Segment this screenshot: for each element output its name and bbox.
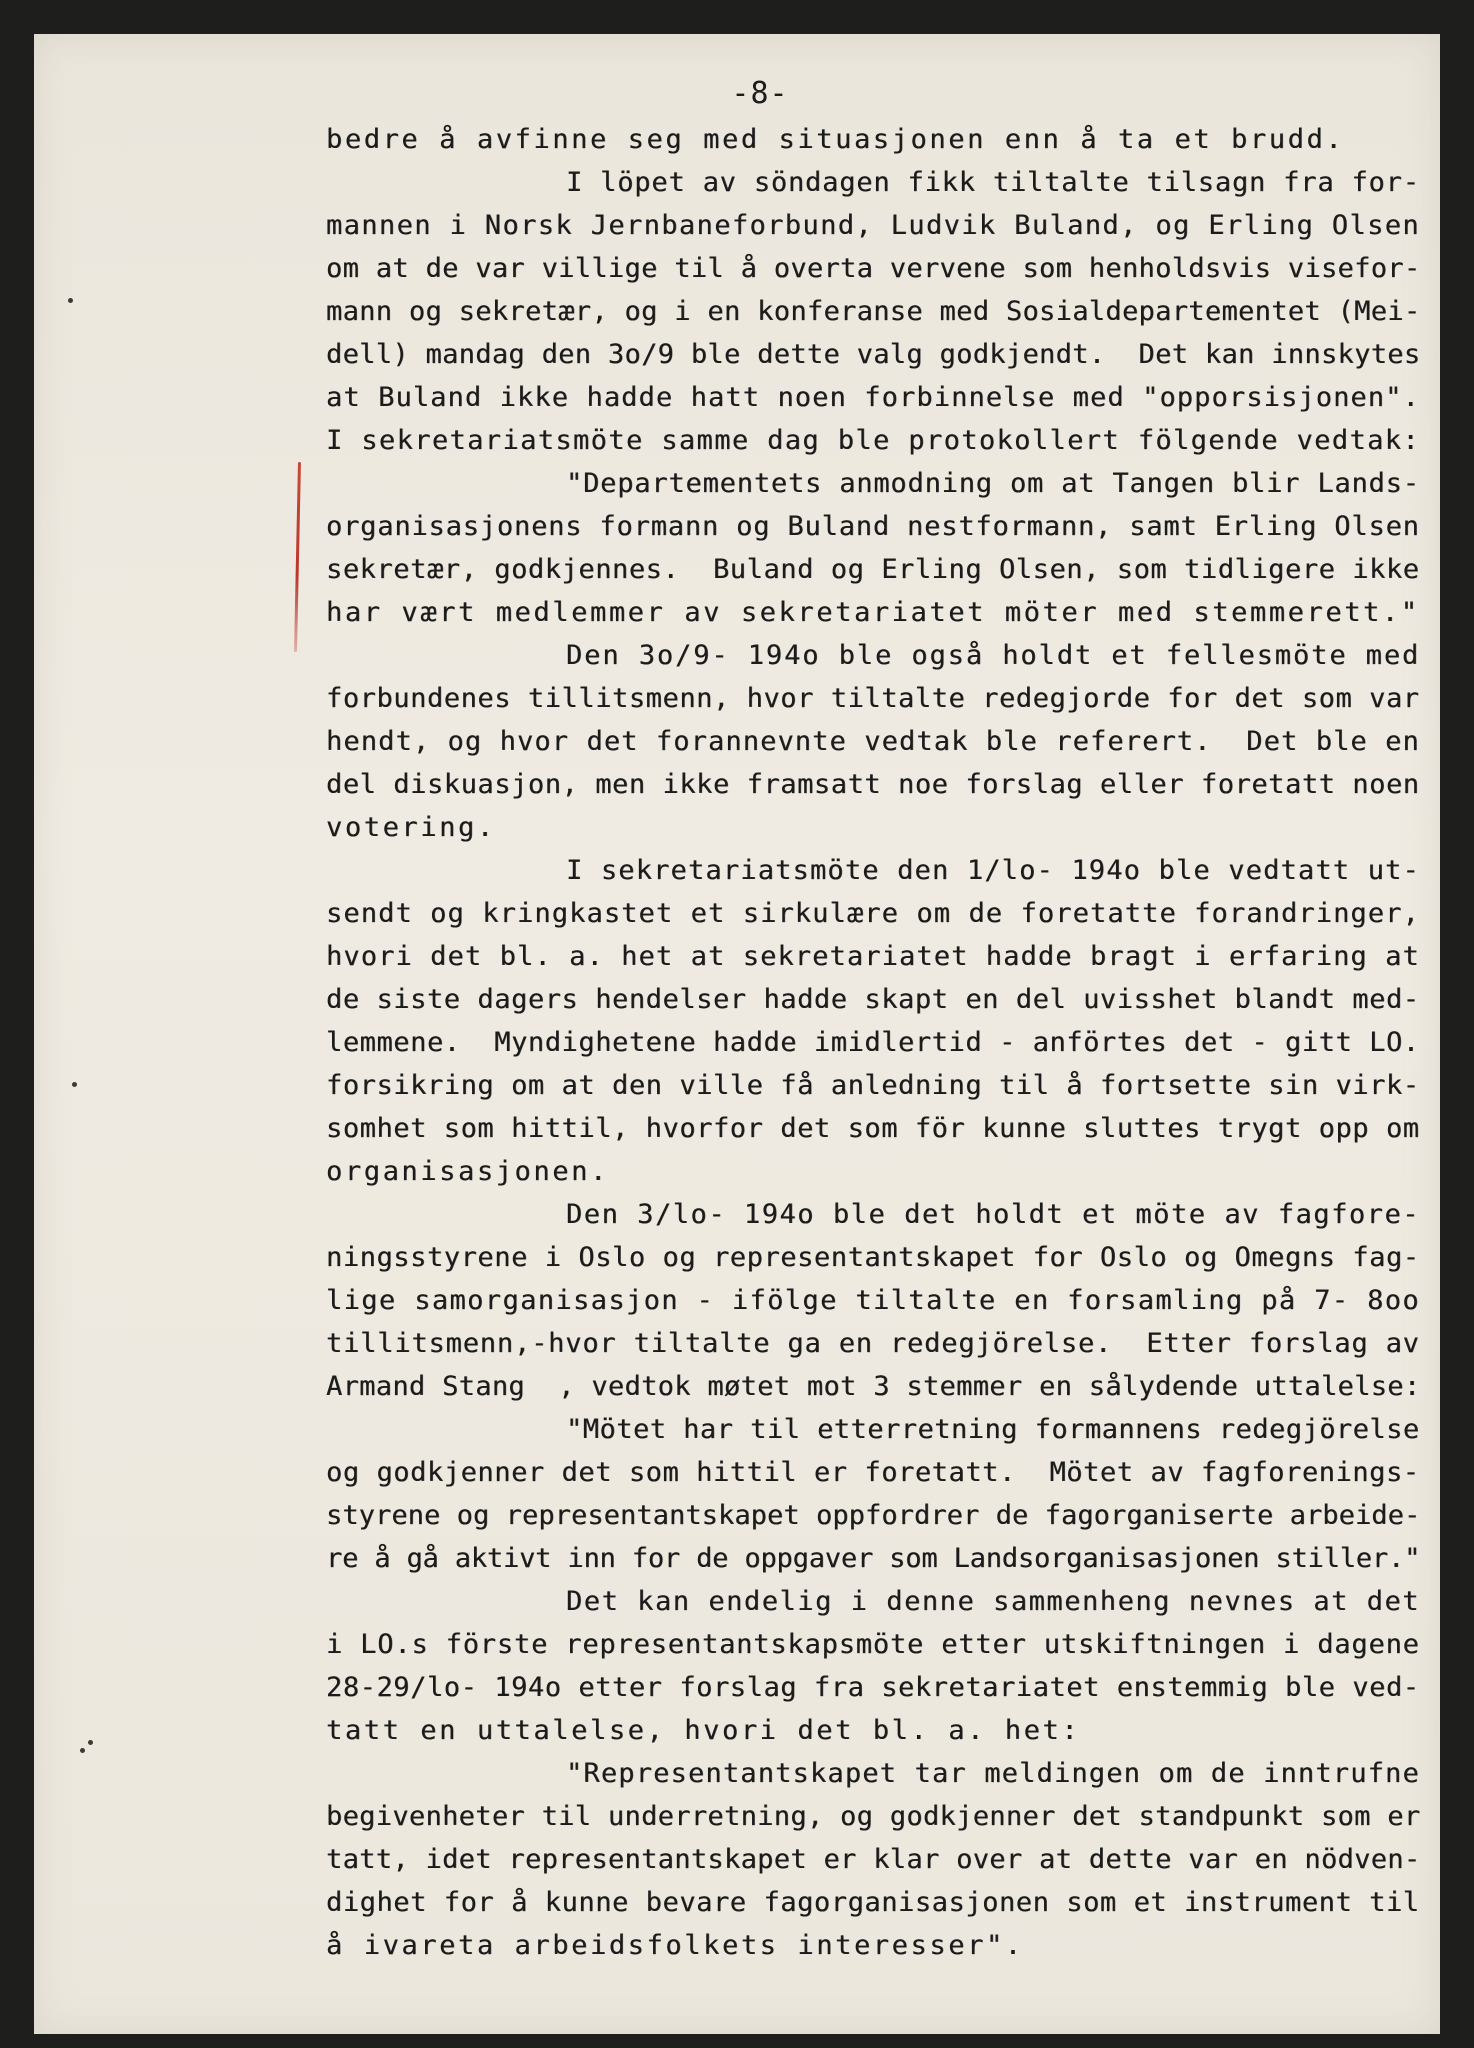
text-line: de siste dagers hendelser hadde skapt en del uvisshet blandt med- [326, 984, 1420, 1015]
text-line: "Representantskapet tar meldingen om de inntrufne [566, 1758, 1420, 1789]
text-line: at Buland ikke hadde hatt noen forbinnelse med "opporsisjonen". [326, 382, 1420, 413]
punch-mark [68, 298, 73, 303]
text-line: forsikring om at den ville få anledning til å fortsette sin virk- [326, 1070, 1420, 1101]
text-line: 28-29/lo- 194o etter forslag fra sekretariatet enstemmig ble ved- [326, 1672, 1420, 1703]
punch-mark [88, 1740, 93, 1745]
text-line: somhet som hittil, hvorfor det som för kunne sluttes trygt opp om [326, 1113, 1420, 1144]
text-line: forbundenes tillitsmenn, hvor tiltalte redegjorde for det som var [326, 683, 1420, 714]
text-line: Den 3o/9- 194o ble også holdt et fellesmöte med [566, 640, 1421, 671]
text-line: dell) mandag den 3o/9 ble dette valg godkjendt. Det kan innskytes [326, 339, 1421, 370]
text-line: lemmene. Myndighetene hadde imidlertid - anförtes det - gitt LO. [326, 1027, 1420, 1058]
text-line: I sekretariatsmöte den 1/lo- 194o ble vedtatt ut- [566, 855, 1420, 886]
text-line: i LO.s förste representantskapsmöte etter utskiftningen i dagene [326, 1629, 1420, 1660]
page-number: -8- [731, 76, 789, 111]
text-line: sendt og kringkastet et sirkulære om de foretatte forandringer, [326, 898, 1420, 929]
text-line: organisasjonen. [326, 1156, 609, 1187]
text-line: mannen i Norsk Jernbaneforbund, Ludvik Buland, og Erling Olsen [326, 210, 1421, 241]
text-line: dighet for å kunne bevare fagorganisasjonen som et instrument til [326, 1887, 1420, 1918]
text-line: tatt en uttalelse, hvori det bl. a. het: [326, 1715, 1081, 1746]
text-line: lige samorganisasjon - ifölge tiltalte en forsamling på 7- 8oo [326, 1285, 1421, 1316]
text-line: I löpet av söndagen fikk tiltalte tilsagn fra for- [566, 167, 1420, 198]
text-line: hvori det bl. a. het at sekretariatet hadde bragt i erfaring at [326, 941, 1420, 972]
text-line: tillitsmenn,-hvor tiltalte ga en redegjörelse. Etter forslag av [326, 1328, 1420, 1359]
text-line: hendt, og hvor det forannevnte vedtak ble referert. Det ble en [326, 726, 1420, 757]
punch-mark [80, 1748, 85, 1753]
text-line: votering. [326, 812, 496, 843]
text-line: begivenheter til underretning, og godkjenner det standpunkt som er [326, 1801, 1421, 1832]
text-line: organisasjonens formann og Buland nestformann, samt Erling Olsen [326, 511, 1420, 542]
text-line: Armand Stang , vedtok møtet mot 3 stemmer en sålydende uttalelse: [326, 1371, 1421, 1402]
text-line: mann og sekretær, og i en konferanse med Sosialdepartementet (Mei- [326, 296, 1421, 327]
text-line: Det kan endelig i denne sammenheng nevnes at det [566, 1586, 1421, 1617]
text-line: har vært medlemmer av sekretariatet möter med stemmerett." [326, 597, 1420, 628]
text-line: "Mötet har til etterretning formannens redegjörelse [566, 1414, 1420, 1445]
text-line: å ivareta arbeidsfolkets interesser". [326, 1930, 1024, 1961]
text-line: om at de var villige til å overta vervene som henholdsvis visefor- [326, 253, 1421, 284]
text-line: sekretær, godkjennes. Buland og Erling Olsen, som tidligere ikke [326, 554, 1420, 585]
text-line: tatt, idet representantskapet er klar over at dette var en nödven- [326, 1844, 1421, 1875]
text-line: re å gå aktivt inn for de oppgaver som Landsorganisasjonen stiller." [326, 1543, 1421, 1574]
punch-mark [72, 1082, 77, 1087]
text-line: "Departementets anmodning om at Tangen blir Lands- [566, 468, 1420, 499]
text-line: styrene og representantskapet oppfordrer de fagorganiserte arbeide- [326, 1500, 1421, 1531]
text-line: bedre å avfinne seg med situasjonen enn å ta et brudd. [326, 124, 1345, 155]
text-line: I sekretariatsmöte samme dag ble protokollert fölgende vedtak: [326, 425, 1421, 456]
text-line: og godkjenner det som hittil er foretatt. Mötet av fagforenings- [326, 1457, 1420, 1488]
text-line: ningsstyrene i Oslo og representantskapet for Oslo og Omegns fag- [326, 1242, 1420, 1273]
text-line: del diskuasjon, men ikke framsatt noe forslag eller foretatt noen [326, 769, 1420, 800]
text-line: Den 3/lo- 194o ble det holdt et möte av fagfore- [566, 1199, 1421, 1230]
